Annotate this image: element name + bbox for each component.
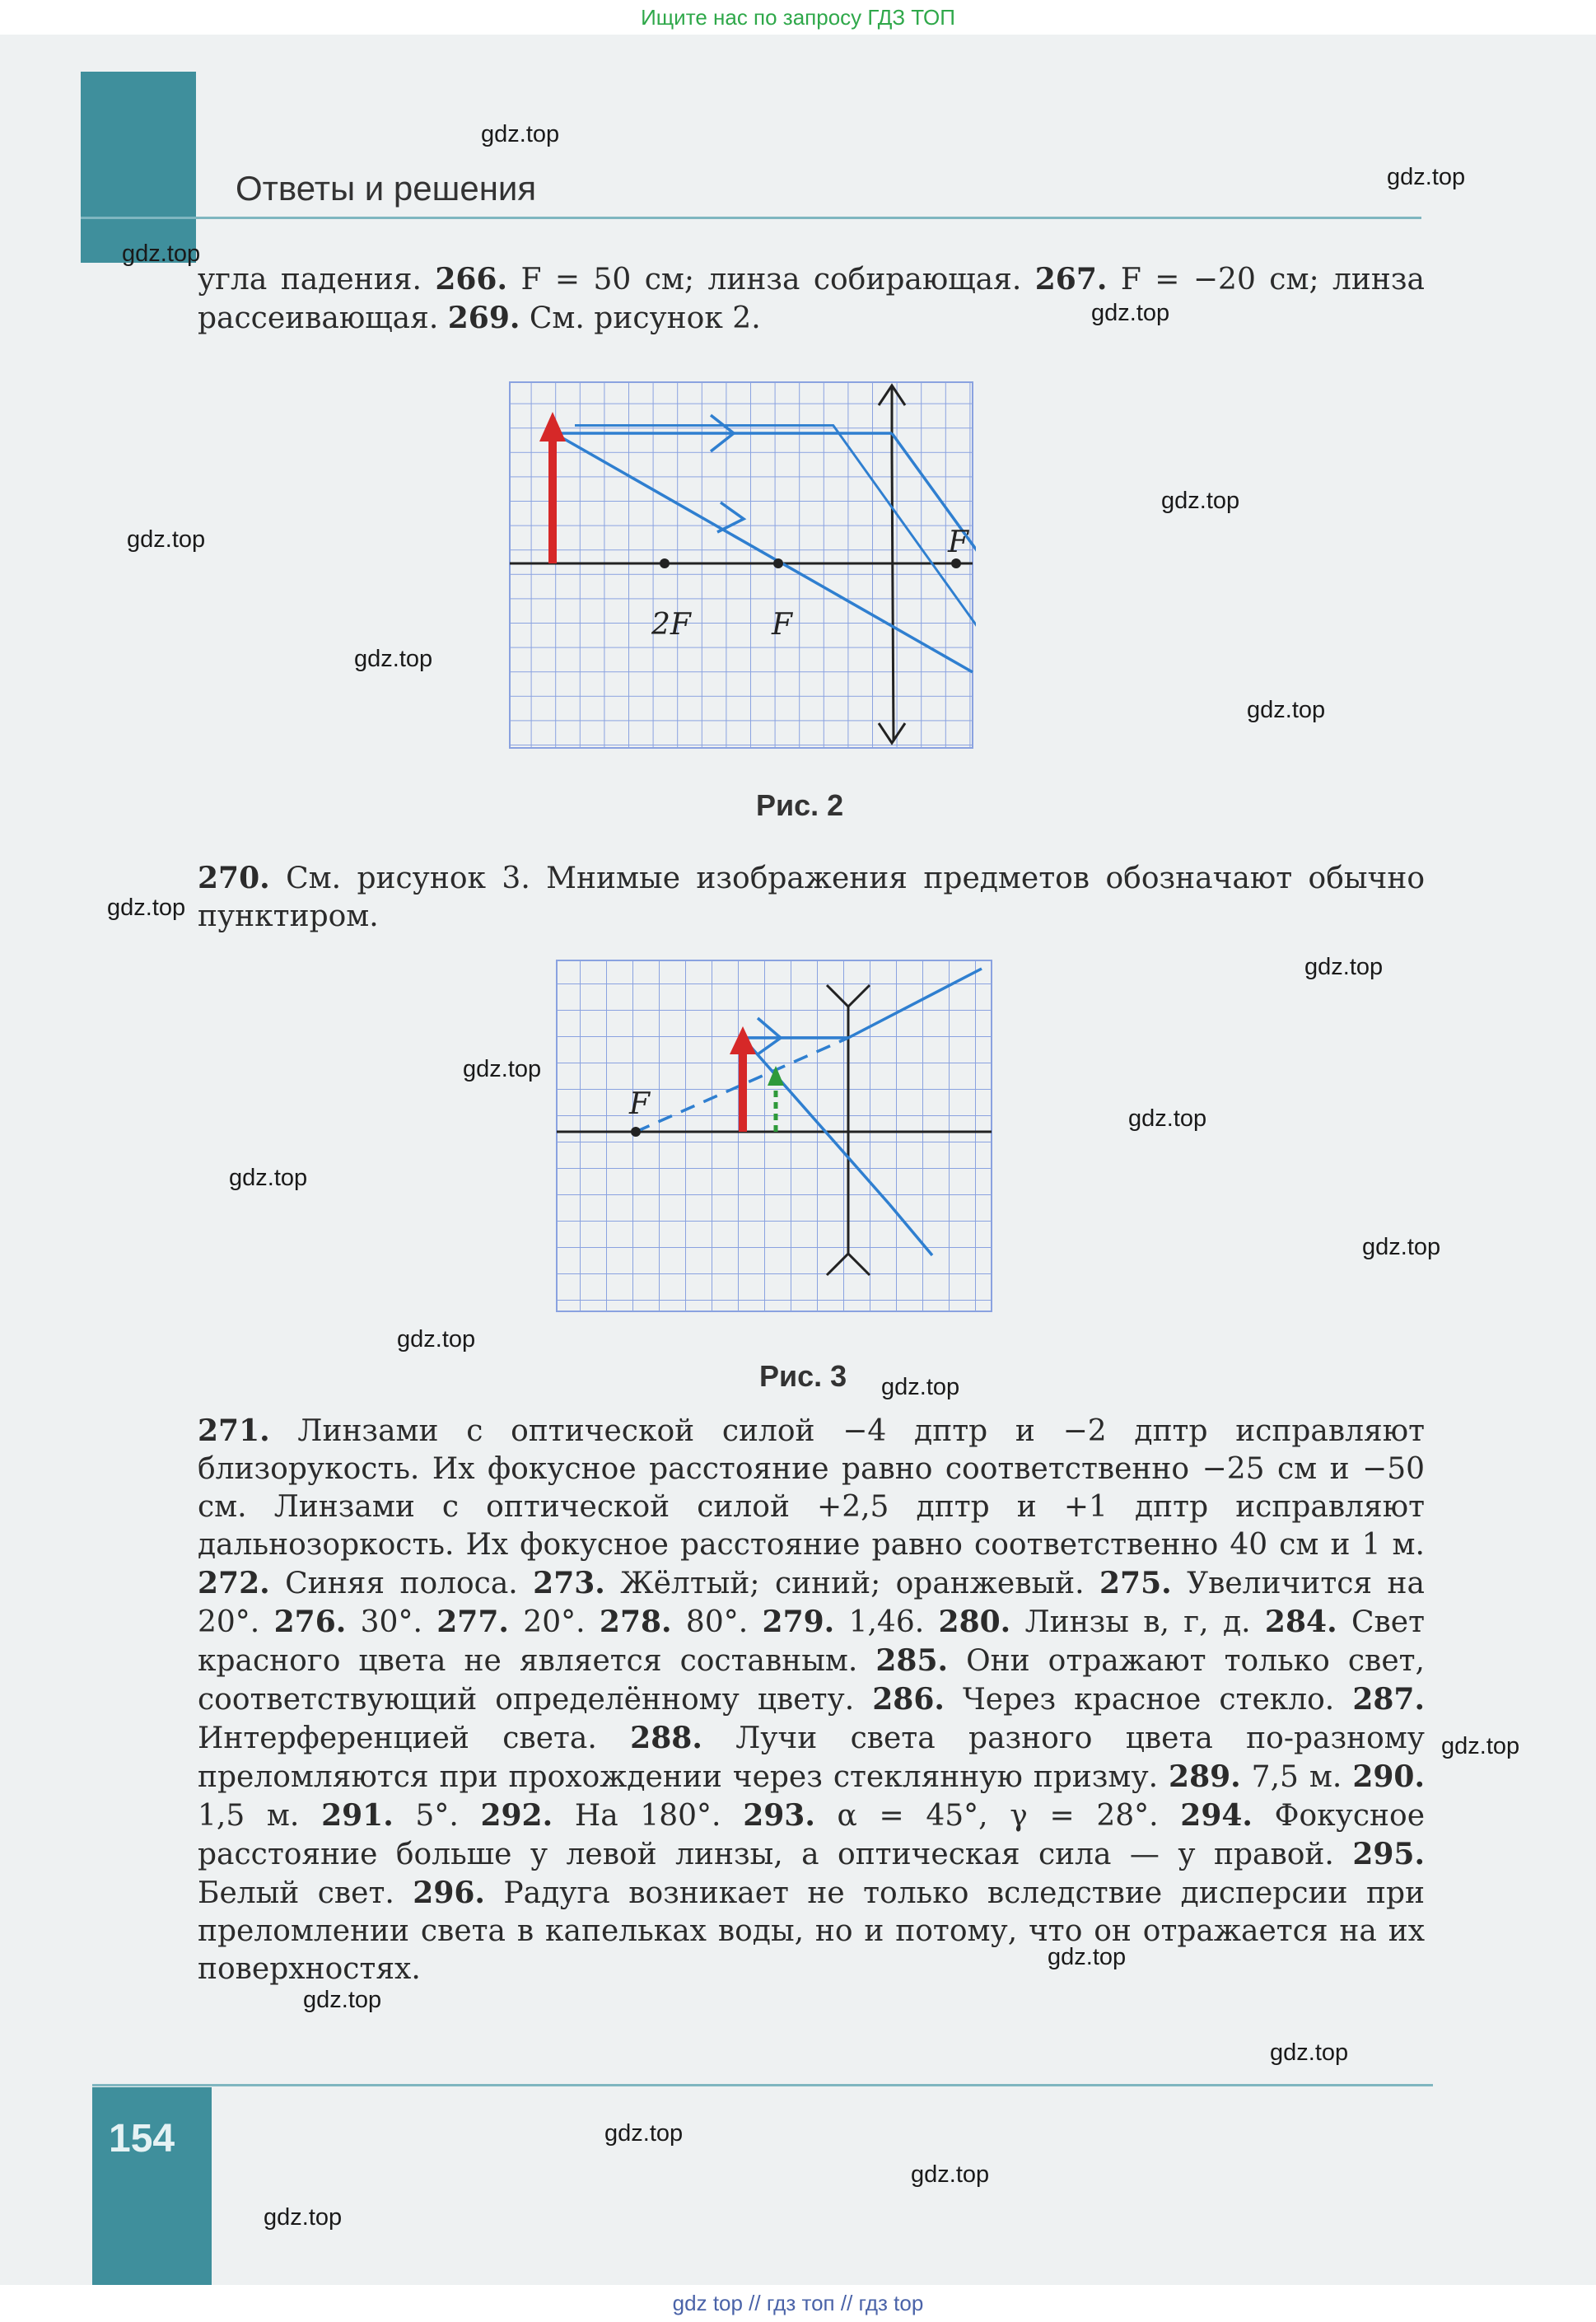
bottom-banner: gdz top // гдз топ // гдз top [0, 2285, 1596, 2322]
answer-number: 294. [1180, 1798, 1253, 1833]
answer-number: 276. [273, 1605, 347, 1639]
watermark: gdz.top [1304, 954, 1384, 980]
watermark: gdz.top [122, 241, 201, 267]
answer-text: угла падения. [198, 263, 436, 297]
answer-text: 5°. [393, 1799, 481, 1833]
point-f-left [773, 558, 783, 568]
answer-text: α = 45°, γ = 28°. [814, 1799, 1181, 1833]
answer-text: 20°. [508, 1605, 600, 1639]
watermark: gdz.top [481, 121, 560, 147]
answer-number: 272. [198, 1566, 270, 1600]
watermark: gdz.top [264, 2204, 343, 2231]
watermark: gdz.top [1048, 1944, 1127, 1970]
figure-3-caption: Рис. 3 [759, 1359, 847, 1393]
answer-number: 289. [1169, 1759, 1241, 1794]
answer-number: 287. [1352, 1682, 1425, 1717]
answer-number: 278. [599, 1605, 672, 1639]
point-f-right [951, 558, 961, 568]
answer-number: 295. [1352, 1837, 1425, 1871]
answer-number: 285. [875, 1643, 949, 1678]
watermark: gdz.top [127, 526, 206, 553]
answers-paragraph-2 [198, 859, 1425, 936]
label-2f: 2F [651, 608, 691, 642]
watermark: gdz.top [1387, 164, 1466, 190]
answer-text: См. рисунок 3. Мнимые изображения предметов обозначают обычно пунктиром. [198, 862, 1425, 933]
answer-text: На 180°. [553, 1799, 744, 1833]
top-banner: Ищите нас по запросу ГДЗ ТОП [0, 0, 1596, 35]
answer-text: 30°. [346, 1605, 437, 1639]
point-f [631, 1127, 641, 1137]
answer-number: 293. [743, 1798, 815, 1833]
answer-text: Синяя полоса. [269, 1567, 534, 1600]
answer-number: 296. [413, 1876, 485, 1910]
answer-number: 275. [1099, 1566, 1172, 1600]
answer-number: 280. [938, 1605, 1011, 1639]
answer-number: 286. [872, 1682, 945, 1717]
label-f: F [629, 1087, 650, 1121]
watermark: gdz.top [1128, 1105, 1207, 1132]
answer-text: F = 50 см; линза собирающая. [507, 263, 1035, 297]
answers-paragraph-1 [198, 260, 1425, 338]
figure-2 [506, 379, 976, 791]
watermark: gdz.top [354, 646, 433, 672]
answer-text: Жёлтый; синий; оранжевый. [604, 1567, 1099, 1600]
answer-number: 267. [1034, 262, 1108, 297]
answer-number: 269. [447, 301, 520, 335]
page-title: Ответы и решения [236, 169, 537, 208]
watermark: gdz.top [303, 1987, 382, 2013]
answer-text: Линзы в, г, д. [1010, 1605, 1265, 1639]
watermark: gdz.top [107, 895, 186, 921]
figure-3 [553, 957, 998, 1353]
grid [510, 382, 973, 748]
answer-text: Увеличится на 20°. [198, 1567, 1425, 1639]
label-f-right: F [948, 526, 968, 559]
textbook-page [0, 35, 1596, 2285]
watermark: gdz.top [1441, 1733, 1520, 1759]
answer-number: 290. [1352, 1759, 1425, 1794]
watermark: gdz.top [1247, 697, 1326, 723]
page-number: 154 [109, 2117, 175, 2161]
header-rule [81, 217, 1421, 219]
answer-number: 273. [533, 1566, 605, 1600]
answer-text: 7,5 м. [1240, 1760, 1353, 1794]
header-color-bar [81, 72, 196, 263]
answer-number: 292. [480, 1798, 553, 1833]
point-2f [660, 558, 670, 568]
answer-number: 284. [1264, 1605, 1337, 1639]
answers-paragraph-3 [198, 1412, 1425, 1988]
answer-text: Радуга возникает не только вследствие дисперсии при преломлении света в капельках воды, но и потому, что он отражается на их поверхностях. [198, 1876, 1425, 1986]
answer-number: 291. [321, 1798, 394, 1833]
answer-text: Свет красного цвета не является составным. [198, 1605, 1425, 1678]
watermark: gdz.top [397, 1326, 476, 1353]
answer-number: 288. [630, 1721, 702, 1755]
answer-text: Интерференцией света. [198, 1722, 631, 1755]
answer-text: Они отражают только свет, соответствующий определённому цвету. [198, 1644, 1425, 1717]
answer-number: 270. [198, 861, 270, 895]
answer-number: 266. [435, 262, 508, 297]
grid [557, 960, 992, 1311]
answer-text: Через красное стекло. [944, 1683, 1353, 1717]
label-f-left: F [772, 608, 792, 642]
answer-text: 1,5 м. [198, 1799, 322, 1833]
answer-text: 1,46. [834, 1605, 939, 1639]
watermark: gdz.top [1091, 300, 1170, 326]
watermark: gdz.top [229, 1165, 308, 1191]
watermark: gdz.top [604, 2120, 684, 2147]
watermark: gdz.top [1270, 2039, 1349, 2066]
answer-text: Линзами с оптической силой −4 дптр и −2 дптр исправляют близорукость. Их фокусное расстояние равно соответственно −25 см и −50 см. Линзами с оптической силой +2,5 дптр и +1 дптр исправляют дальнозоркость. Их фокусное расстояние равно соответственно 40 см и 1 м. [198, 1414, 1425, 1562]
watermark: gdz.top [463, 1056, 542, 1082]
answer-text: 80°. [671, 1605, 763, 1639]
watermark: gdz.top [1362, 1234, 1441, 1260]
answer-number: 279. [762, 1605, 835, 1639]
lens-line [892, 453, 894, 741]
watermark: gdz.top [911, 2161, 990, 2188]
footer-rule [92, 2084, 1433, 2086]
figure-2-caption: Рис. 2 [756, 788, 844, 822]
answer-number: 277. [436, 1605, 509, 1639]
answer-number: 271. [198, 1413, 270, 1448]
watermark: gdz.top [881, 1374, 960, 1400]
answer-text: См. рисунок 2. [520, 301, 761, 335]
answer-text: F = −20 см; линза рассеивающая. [198, 263, 1425, 335]
answer-text: Лучи света разного цвета по-разному преломляются при прохождении через стеклянную призму. [198, 1722, 1425, 1794]
answer-text: Белый свет. [198, 1876, 413, 1910]
answer-text: Фокусное расстояние больше у левой линзы, а оптическая сила — у правой. [198, 1799, 1426, 1871]
watermark: gdz.top [1161, 488, 1240, 514]
